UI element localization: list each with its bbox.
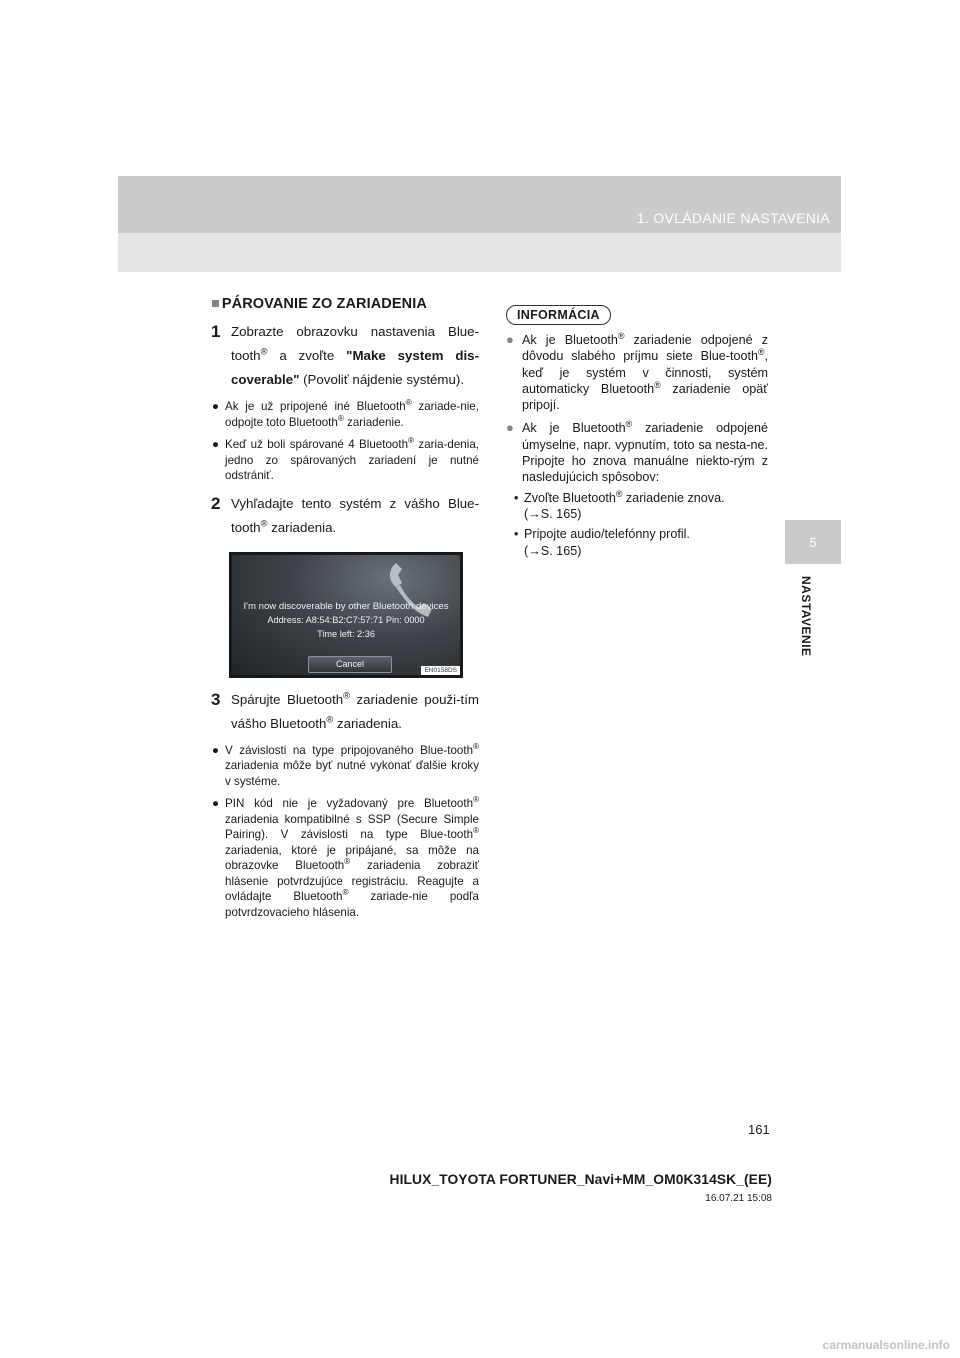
chapter-tab [785, 520, 841, 564]
phone-handset-icon [386, 559, 434, 623]
section-title: 1. OVLÁDANIE NASTAVENIA [636, 210, 830, 226]
section-heading: ■ PÁROVANIE ZO ZARIADENIA [211, 296, 427, 312]
image-code: EN0158DS [421, 666, 460, 675]
screen-time-left: Time left: 2:36 [317, 628, 375, 639]
discoverable-screen-image [229, 552, 463, 678]
bullet-item: ● PIN kód nie je vyžadovaný pre Bluetooth® zariadenia kompatibilné s SSP (Secure Simple Pairing). V závislosti na type Blue-tooth® zariadenia, ktoré je pripájané, sa môže na obrazovke Bluetooth® zariadenia zobraziť hlásenie potvrdzujúce registráciu. Reagujte a ovládajte Bluetooth® zariade-nie podľa potvrdzovacieho hlásenia. [212, 795, 479, 919]
step-3: 3 Spárujte Bluetooth® zariadenie použi-tím vášho Bluetooth® zariadenia. [211, 689, 479, 731]
bullet-icon: ● [212, 438, 220, 451]
bullet-item: ● Keď už boli spárované 4 Bluetooth® zaria-denia, jedno zo spárovaných zariadení je nutné odstrániť. [212, 436, 479, 482]
bullet-item: ● V závislosti na type pripojovaného Blue-tooth® zariadenia môže byť nutné vykonať ďalšie kroky v systéme. [212, 741, 479, 788]
chapter-label: NASTAVENIE [799, 576, 813, 657]
sub-item: • Zvoľte Bluetooth® zariadenie znova. (→S. 165) [514, 488, 725, 521]
cancel-button[interactable]: Cancel [308, 656, 392, 673]
chapter-number: 5 [809, 534, 817, 550]
header-subband [118, 233, 841, 272]
info-badge: INFORMÁCIA [506, 305, 611, 325]
page-reference-link[interactable]: (→S. 165) [524, 506, 582, 521]
info-item: ● Ak je Bluetooth® zariadenie odpojené úmyselne, napr. vypnutím, toto sa nesta-ne. Pripojte ho znova manuálne niekto-rým z nasledujúcich spôsobov: [506, 419, 768, 485]
step-number: 2 [211, 493, 221, 513]
screen-address: Address: A8:54:B2:C7:57:71 Pin: 0000 [267, 614, 425, 625]
page-reference-link[interactable]: (→S. 165) [524, 543, 582, 558]
square-bullet-icon: ■ [211, 296, 220, 312]
step-number: 1 [211, 322, 221, 341]
left-column [211, 296, 479, 920]
page-number: 161 [748, 1122, 770, 1137]
print-date: 16.07.21 15:08 [705, 1193, 772, 1204]
step-number: 3 [211, 689, 221, 709]
bullet-item: ● Ak je už pripojené iné Bluetooth® zariade-nie, odpojte toto Bluetooth® zariadenie. [212, 398, 479, 429]
document-id: HILUX_TOYOTA FORTUNER_Navi+MM_OM0K314SK_(EE) [389, 1172, 772, 1187]
step-1: 1 Zobrazte obrazovku nastavenia Blue-tooth® a zvoľte "Make system dis-coverable" (Povoliť nájdenie systému). [211, 322, 479, 387]
bullet-icon: ● [506, 332, 514, 347]
watermark: carmanualsonline.info [822, 1338, 950, 1352]
bullet-icon: ● [506, 420, 514, 436]
right-column [506, 305, 768, 559]
info-item: ● Ak je Bluetooth® zariadenie odpojené z dôvodu slabého príjmu siete Blue-tooth®, keď je systém v činnosti, systém automaticky Bluetooth® zariadenie opäť pripojí. [506, 330, 768, 413]
bullet-icon: ● [212, 400, 220, 413]
step-2: 2 Vyhľadajte tento systém z vášho Blue-tooth® zariadenia. [211, 493, 479, 535]
bullet-icon: ● [212, 743, 220, 757]
small-bullet-icon: • [514, 527, 519, 542]
make-discoverable-label: "Make system dis-coverable" [231, 348, 479, 387]
small-bullet-icon: • [514, 490, 519, 505]
sub-item: • Pripojte audio/telefónny profil. (→S. 165) [514, 527, 690, 558]
bullet-icon: ● [212, 797, 220, 810]
screen-message: I'm now discoverable by other Bluetooth devices [243, 600, 449, 612]
